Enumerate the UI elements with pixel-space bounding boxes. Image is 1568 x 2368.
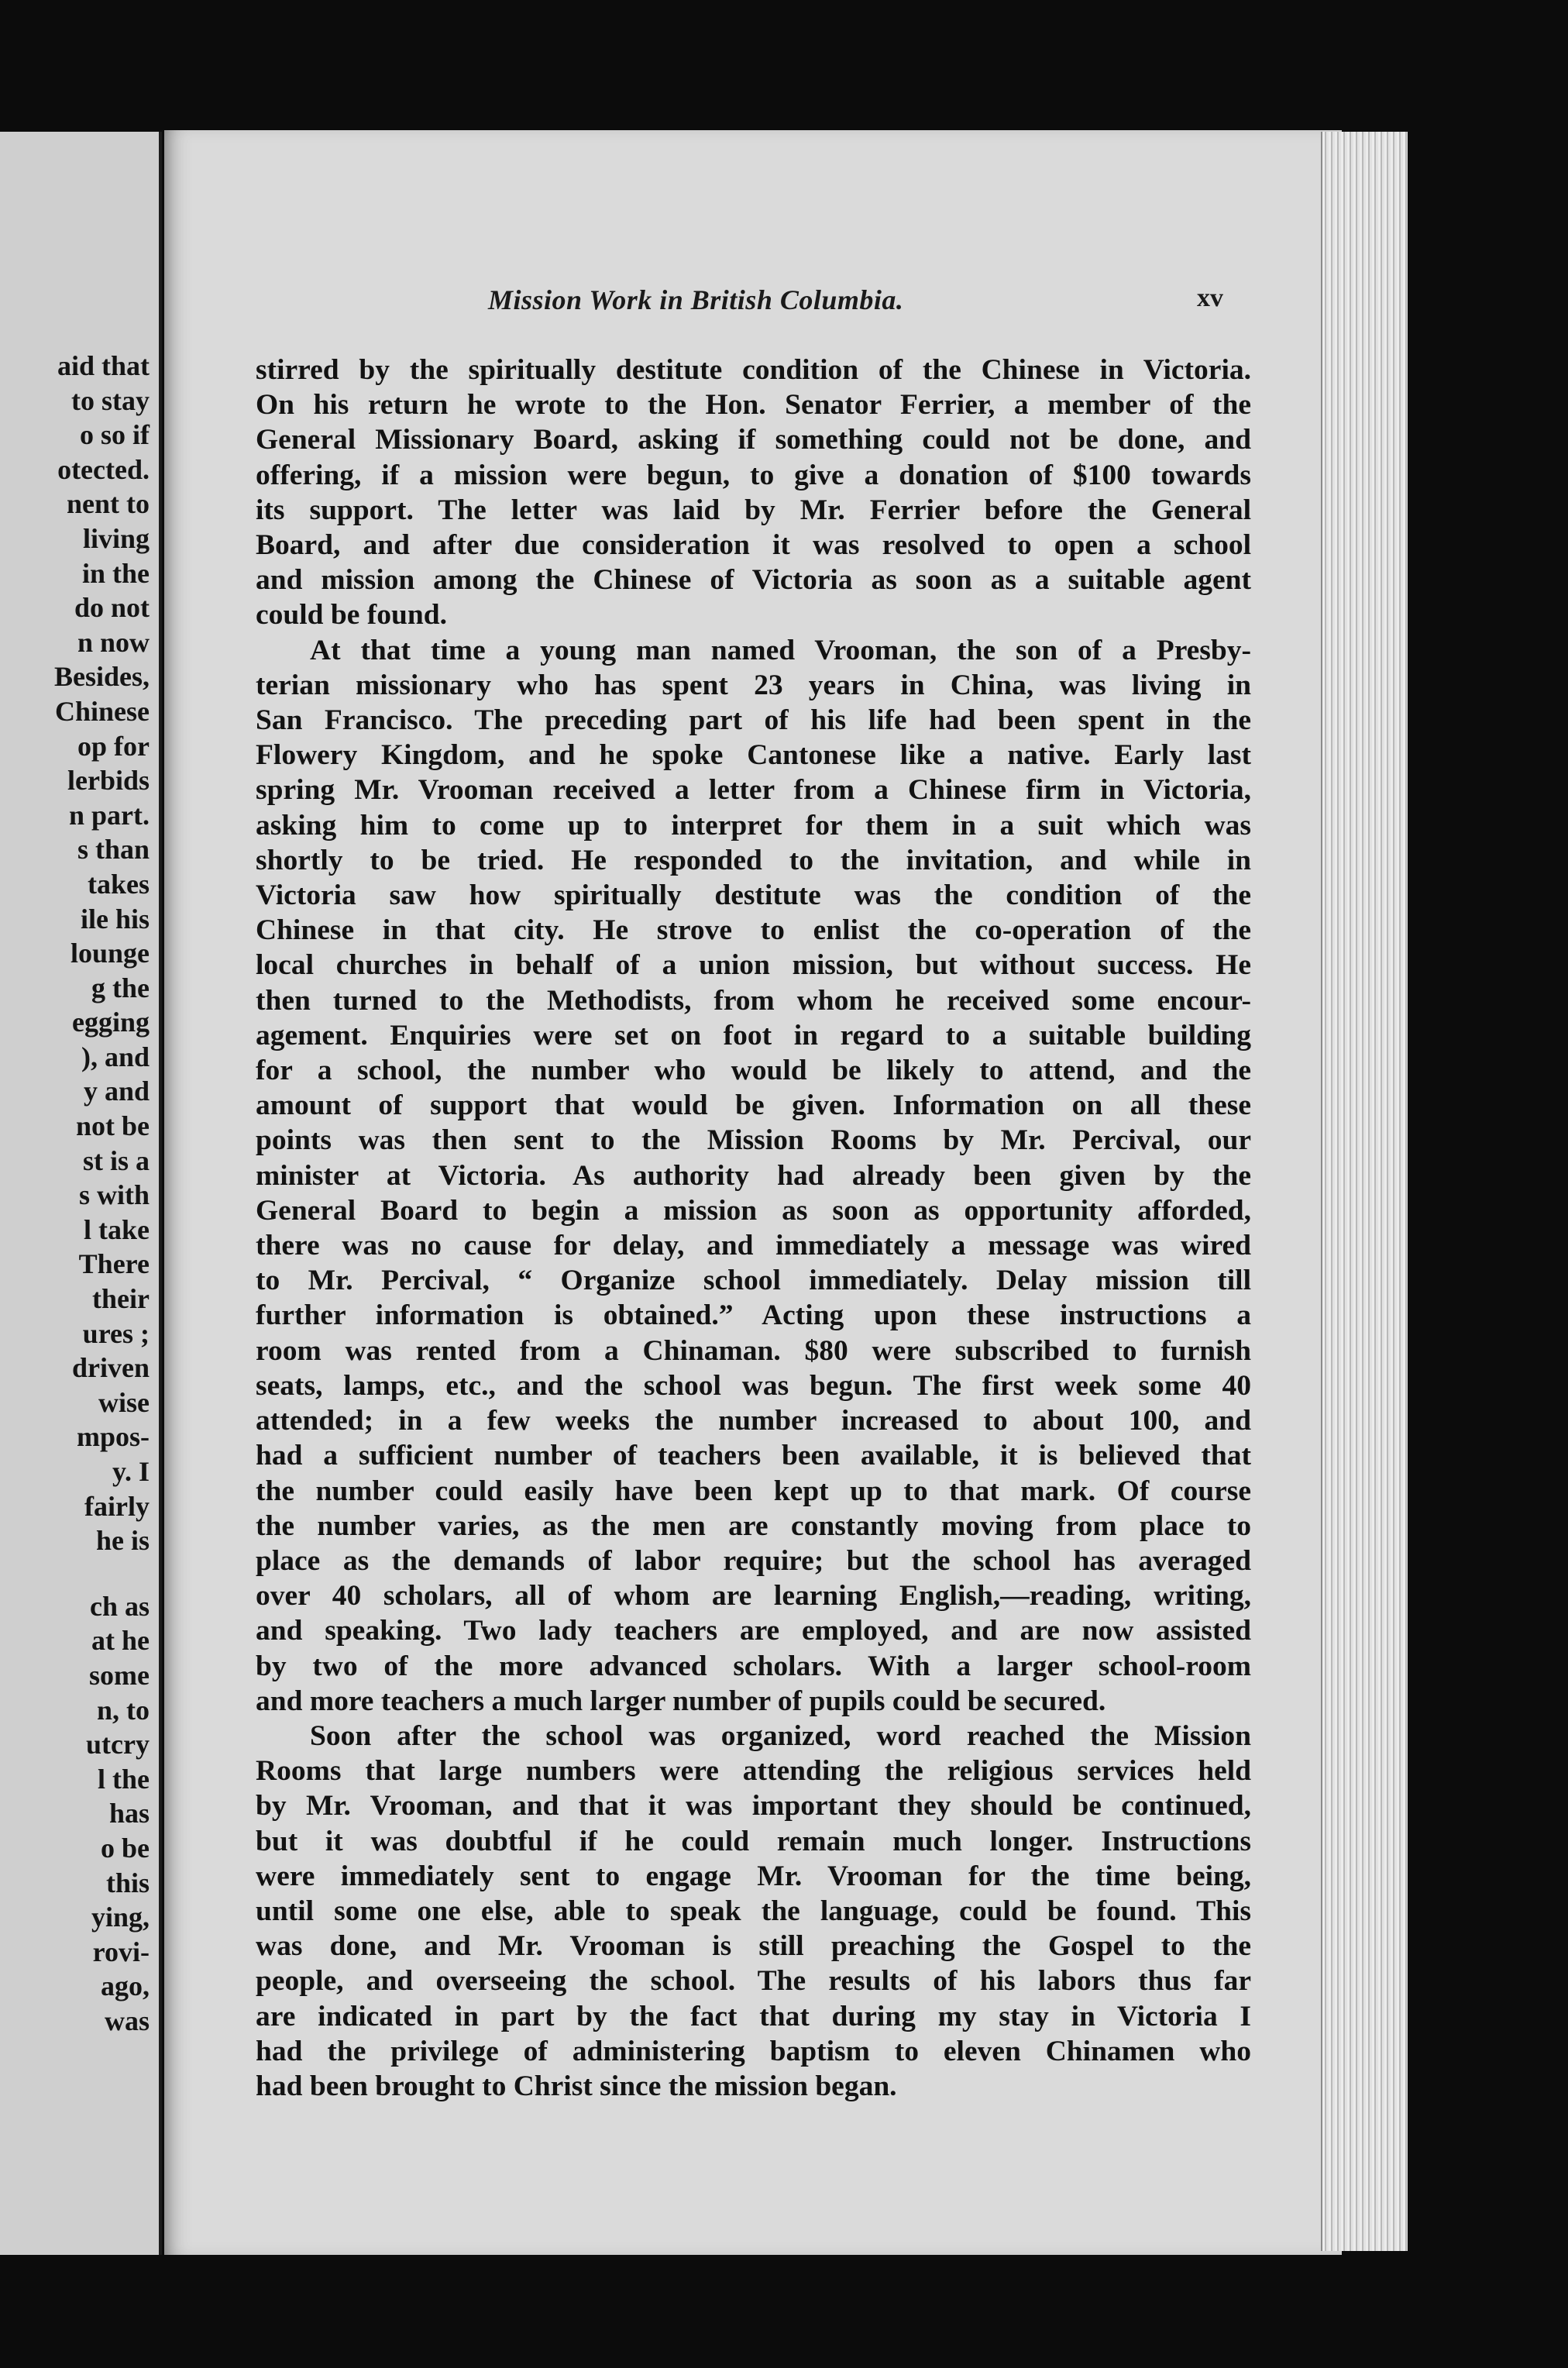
left-page-line: lerbids <box>67 765 150 797</box>
text-line: are indicated in part by the fact that during my stay in Victoria I <box>256 2000 1251 2032</box>
left-page-line: not be <box>75 1110 150 1142</box>
text-line: Board, and after due consideration it was resolved to open a school <box>256 529 1251 562</box>
left-page-line: n, to <box>96 1694 150 1726</box>
text-line: points was then sent to the Mission Rooms by Mr. Percival, our <box>256 1124 1251 1157</box>
page-edges <box>1321 132 1408 2251</box>
left-page-line: n now <box>77 626 150 658</box>
text-line: San Francisco. The preceding part of his life had been spent in the <box>256 704 1251 737</box>
left-page-line: o be <box>101 1832 150 1864</box>
left-facing-page <box>0 132 162 2255</box>
text-line: and more teachers a much larger number of pupils could be secured. <box>256 1685 1106 1717</box>
left-page-line: otected. <box>57 453 150 485</box>
text-line: over 40 scholars, all of whom are learning English,—reading, writing, <box>256 1580 1251 1613</box>
left-page-text-fragments <box>54 349 150 2039</box>
left-page-line: ch as <box>89 1590 150 1622</box>
left-page-line: There <box>78 1248 150 1280</box>
text-line: seats, lamps, etc., and the school was begun. The first week some 40 <box>256 1369 1251 1402</box>
text-line: and mission among the Chinese of Victoria as soon as a suitable agent <box>256 564 1251 597</box>
text-line: Flowery Kingdom, and he spoke Cantonese like a native. Early last <box>256 739 1251 772</box>
text-line: On his return he wrote to the Hon. Senator Ferrier, a member of the <box>256 389 1251 422</box>
text-line: General Missionary Board, asking if something could not be done, and <box>256 424 1251 456</box>
left-page-line: aid that <box>57 350 150 381</box>
text-line: terian missionary who has spent 23 years in China, was living in <box>256 669 1251 701</box>
text-line: Soon after the school was organized, word reached the Mission <box>310 1719 1251 1752</box>
left-page-line: ying, <box>91 1902 150 1933</box>
text-line: room was rented from a Chinaman. $80 were subscribed to furnish <box>256 1334 1251 1367</box>
left-page-line: n part. <box>68 799 150 831</box>
left-page-line: in the <box>81 557 150 589</box>
left-page-line: to stay <box>71 384 150 416</box>
text-line: for a school, the number who would be likely to attend, and the <box>256 1055 1251 1087</box>
left-page-line: at he <box>91 1625 150 1657</box>
text-line: by two of the more advanced scholars. With a larger school-room <box>256 1650 1251 1682</box>
left-page-line: driven <box>71 1352 150 1384</box>
page-number: xv <box>1197 284 1223 312</box>
left-page-line: this <box>105 1867 150 1898</box>
text-line: minister at Victoria. As authority had already been given by the <box>256 1159 1251 1192</box>
left-page-line: fairly <box>84 1490 150 1522</box>
text-line: spring Mr. Vrooman received a letter from a Chinese firm in Victoria, <box>256 774 1251 807</box>
text-line: and speaking. Two lady teachers are employed, and are now assisted <box>256 1615 1251 1647</box>
text-line: Chinese in that city. He strove to enlist the co-operation of the <box>256 914 1251 947</box>
left-page-line: he is <box>95 1525 150 1557</box>
left-page-line: ago, <box>101 1970 150 2002</box>
text-line: place as the demands of labor require; but the school has averaged <box>256 1544 1251 1577</box>
text-line: agement. Enquiries were set on foot in regard to a suitable building <box>256 1019 1251 1051</box>
text-line: were immediately sent to engage Mr. Vrooman for the time being, <box>256 1860 1251 1892</box>
text-line: General Board to begin a mission as soon as opportunity afforded, <box>256 1194 1251 1227</box>
text-line: but it was doubtful if he could remain much longer. Instructions <box>256 1825 1251 1857</box>
text-line: then turned to the Methodists, from whom he received some encour- <box>256 984 1251 1017</box>
left-page-line: Besides, <box>53 661 150 693</box>
text-line: the number could easily have been kept up to that mark. Of course <box>256 1475 1251 1507</box>
text-line: was done, and Mr. Vrooman is still preaching the Gospel to the <box>256 1930 1251 1963</box>
text-line: its support. The letter was laid by Mr. Ferrier before the General <box>256 494 1251 526</box>
text-line: At that time a young man named Vrooman, the son of a Presby- <box>310 634 1251 666</box>
text-line: amount of support that would be given. Information on all these <box>256 1089 1251 1122</box>
text-line: there was no cause for delay, and immediately a message was wired <box>256 1230 1251 1262</box>
running-head: Mission Work in British Columbia. <box>488 284 904 315</box>
left-page-line: mpos- <box>76 1421 150 1453</box>
left-page-line: some <box>89 1659 150 1691</box>
left-page-line: nent to <box>67 488 150 520</box>
text-line: until some one else, able to speak the language, could be found. This <box>256 1895 1251 1927</box>
left-page-line: s than <box>77 834 150 866</box>
text-line: stirred by the spiritually destitute condition of the Chinese in Victoria. <box>256 354 1251 386</box>
left-page-line: ile his <box>80 903 150 934</box>
left-page-line: ures ; <box>82 1317 150 1349</box>
text-line: shortly to be tried. He responded to the invitation, and while in <box>256 844 1251 876</box>
left-page-line: y and <box>83 1076 150 1107</box>
left-page-line: o so if <box>80 419 150 451</box>
left-page-line: their <box>92 1283 150 1315</box>
text-line: attended; in a few weeks the number increased to about 100, and <box>256 1405 1251 1437</box>
left-page-line: st is a <box>82 1144 150 1176</box>
left-page-line: lounge <box>70 938 150 969</box>
left-page-line: wise <box>98 1386 150 1418</box>
left-page-line: s with <box>78 1179 150 1211</box>
left-page-line: op for <box>77 730 150 762</box>
text-line: offering, if a mission were begun, to give a donation of $100 towards <box>256 459 1251 491</box>
text-line: had the privilege of administering baptism to eleven Chinamen who <box>256 2035 1251 2067</box>
left-page-line: rovi- <box>92 1936 150 1967</box>
text-line: could be found. <box>256 599 447 632</box>
left-page-line: was <box>104 2005 150 2036</box>
text-line: Rooms that large numbers were attending the religious services held <box>256 1755 1251 1788</box>
left-page-line: do not <box>74 592 150 624</box>
left-page-line: living <box>82 522 150 554</box>
left-page-line: egging <box>71 1007 150 1038</box>
text-line: further information is obtained.” Acting upon these instructions a <box>256 1299 1251 1332</box>
text-line: asking him to come up to interpret for them in a suit which was <box>256 809 1251 842</box>
text-line: the number varies, as the men are constantly moving from place to <box>256 1509 1251 1542</box>
text-line: Victoria saw how spiritually destitute was the condition of the <box>256 879 1251 912</box>
text-line: had a sufficient number of teachers been available, it is believed that <box>256 1440 1251 1472</box>
text-line: to Mr. Percival, “ Organize school immediately. Delay mission till <box>256 1265 1251 1297</box>
left-page-line: Chinese <box>54 695 150 727</box>
left-page-line: ), and <box>81 1041 150 1072</box>
text-line: had been brought to Christ since the mission began. <box>256 2070 897 2102</box>
text-line: local churches in behalf of a union mission, but without success. He <box>256 949 1251 982</box>
left-page-line: l take <box>84 1213 150 1245</box>
text-line: people, and overseeing the school. The results of his labors thus far <box>256 1965 1251 1998</box>
left-page-line: l the <box>98 1763 150 1795</box>
left-page-line: takes <box>88 868 150 900</box>
left-page-line: utcry <box>86 1729 150 1761</box>
left-page-line: has <box>108 1798 150 1829</box>
text-line: by Mr. Vrooman, and that it was important they should be continued, <box>256 1790 1251 1822</box>
left-page-line: y. I <box>112 1456 150 1487</box>
body-text <box>256 353 1251 2104</box>
left-page-line: g the <box>91 972 150 1003</box>
